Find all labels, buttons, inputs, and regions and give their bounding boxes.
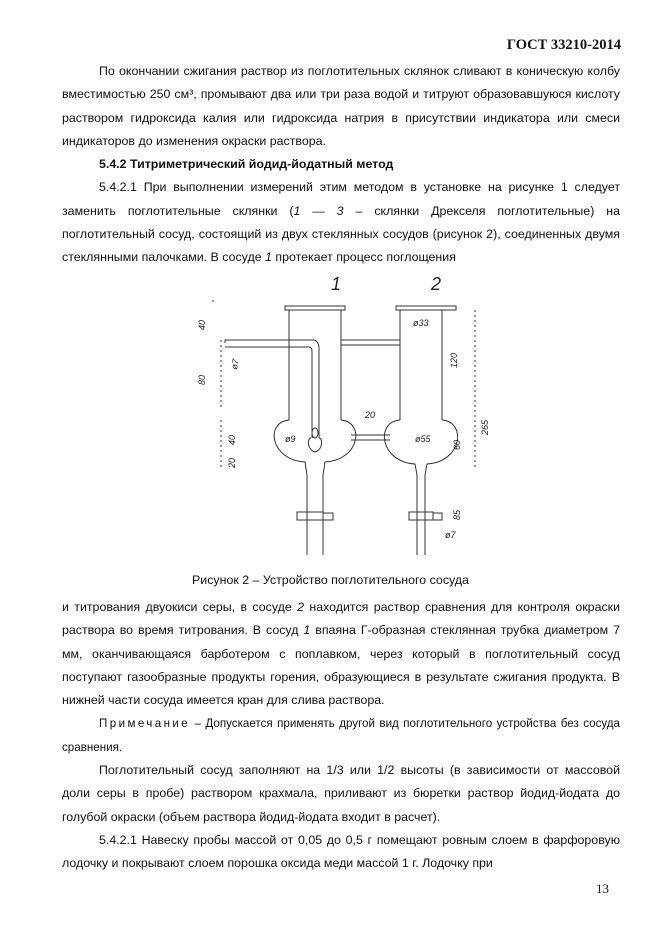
section-heading-5-4-2: 5.4.2 Титриметрический йодид-йодатный метод: [99, 157, 394, 172]
dim-d55: ø55: [415, 434, 431, 444]
document-code-header: ГОСТ 33210-2014: [506, 37, 621, 53]
paragraph-titration: и титрования двуокиси серы, в сосуде 2 находится раствор сравнения для контроля окраски раствора во время титрования. В сосуд 1 впаяна Г-образная стеклянная трубка диаметром 7 мм, оканчивающаяся барботером с поплавком, через который в поглотительный сосуд поступают газообразные продукты горения, образующиеся в результате сжигания продукта. В нижней части сосуда имеется кран для слива раствора.: [62, 600, 620, 708]
dim-d33: ø33: [413, 318, 429, 328]
paragraph-5-4-2-1: 5.4.2.1 При выполнении измерений этим методом в установке на рисунке 1 следует заменить поглотительные склянки (1 — 3 – склянки Дрекселя поглотительные) на поглотительный сосуд, состоящий из двух стеклянных сосудов (рисунок 2), соединенных двумя стеклянными палочками. В сосуде 1 протекает процесс поглощения: [62, 180, 621, 265]
dim-d9: ø9: [285, 434, 296, 444]
vessel-2-label: 2: [431, 274, 442, 294]
text-block-top: [62, 60, 620, 270]
page-number: 13: [596, 881, 609, 896]
dim-85: 85: [452, 509, 462, 520]
vessel-1-label: 1: [331, 274, 342, 294]
dim-40-top: 40: [197, 319, 207, 330]
note-label: Примечание: [99, 717, 191, 731]
note-paragraph: Примечание – Допускается применять другой вид поглотительного устройства без сосуда сравнения.: [62, 717, 620, 754]
paragraph-sample-weighing: 5.4.2.1 Навеску пробы массой от 0,05 до 0,5 г помещают ровным слоем в фарфоровую лодочку и покрывают слоем порошка оксида меди массой 1 г. Лодочку при: [62, 832, 620, 871]
paragraph-combustion: По окончании сжигания раствор из поглотительных склянок сливают в коническую колбу вместимостью 250 см³, промывают два или три раза водой и титруют образовавшуюся кислоту раствором гидроксида калия или гидроксида натрия в присутствии индикатора или смеси индикаторов до изменения окраски раствора.: [62, 64, 620, 148]
figure-caption: Рисунок 2 – Устройство поглотительного сосуда: [192, 573, 469, 587]
dim-40-mid: 40: [227, 434, 237, 445]
absorption-vessel-drawing: [185, 270, 495, 570]
text-block-bottom: [62, 596, 620, 876]
dim-d7-bottom: ø7: [445, 530, 456, 540]
dim-20-mid: 20: [365, 410, 376, 420]
dim-120: 120: [449, 352, 459, 368]
dim-80: 80: [197, 374, 207, 385]
dim-20-left: 20: [227, 457, 237, 468]
dim-265: 265: [480, 419, 490, 435]
dim-d7-inner-tube: ø7: [229, 358, 241, 371]
dim-60: 60: [452, 439, 462, 450]
paragraph-fill-vessel: Поглотительный сосуд заполняют на 1/3 или 1/2 высоты (в зависимости от массовой доли серы в пробе) раствором крахмала, приливают из бюретки раствор йодид-йодата до голубой окраски (объем раствора йодид-йодата входит в расчет).: [62, 763, 620, 824]
